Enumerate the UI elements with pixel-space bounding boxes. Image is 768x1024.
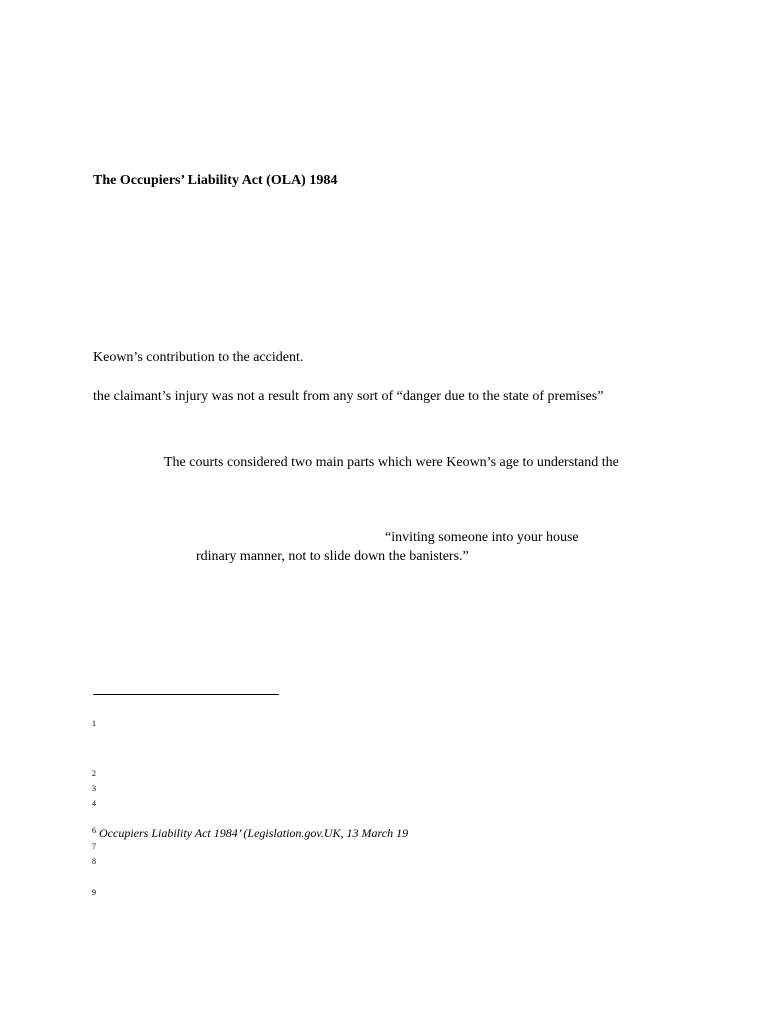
footnote-separator bbox=[93, 694, 279, 695]
footnote-marker: 1 bbox=[92, 719, 96, 728]
body-line: “inviting someone into your house bbox=[385, 530, 579, 545]
footnote-marker: 7 bbox=[92, 842, 96, 851]
footnote-marker: 8 bbox=[92, 857, 96, 866]
footnote-marker: 3 bbox=[92, 784, 96, 793]
footnote-marker: 6 bbox=[92, 826, 96, 835]
section-heading: The Occupiers’ Liability Act (OLA) 1984 bbox=[93, 173, 338, 188]
footnote-marker: 9 bbox=[92, 888, 96, 897]
body-line: the claimant’s injury was not a result from any sort of “danger due to the state of premises” bbox=[93, 389, 604, 404]
body-line: Keown’s contribution to the accident. bbox=[93, 350, 304, 365]
body-line: The courts considered two main parts which were Keown’s age to understand the bbox=[164, 455, 619, 470]
footnote-text: Occupiers Liability Act 1984’ (Legislation.gov.UK, 13 March 19 bbox=[99, 826, 409, 840]
footnote-marker: 4 bbox=[92, 799, 96, 808]
body-line: rdinary manner, not to slide down the banisters.” bbox=[196, 549, 469, 564]
footnote-marker: 2 bbox=[92, 769, 96, 778]
footnote-6 bbox=[92, 826, 408, 841]
